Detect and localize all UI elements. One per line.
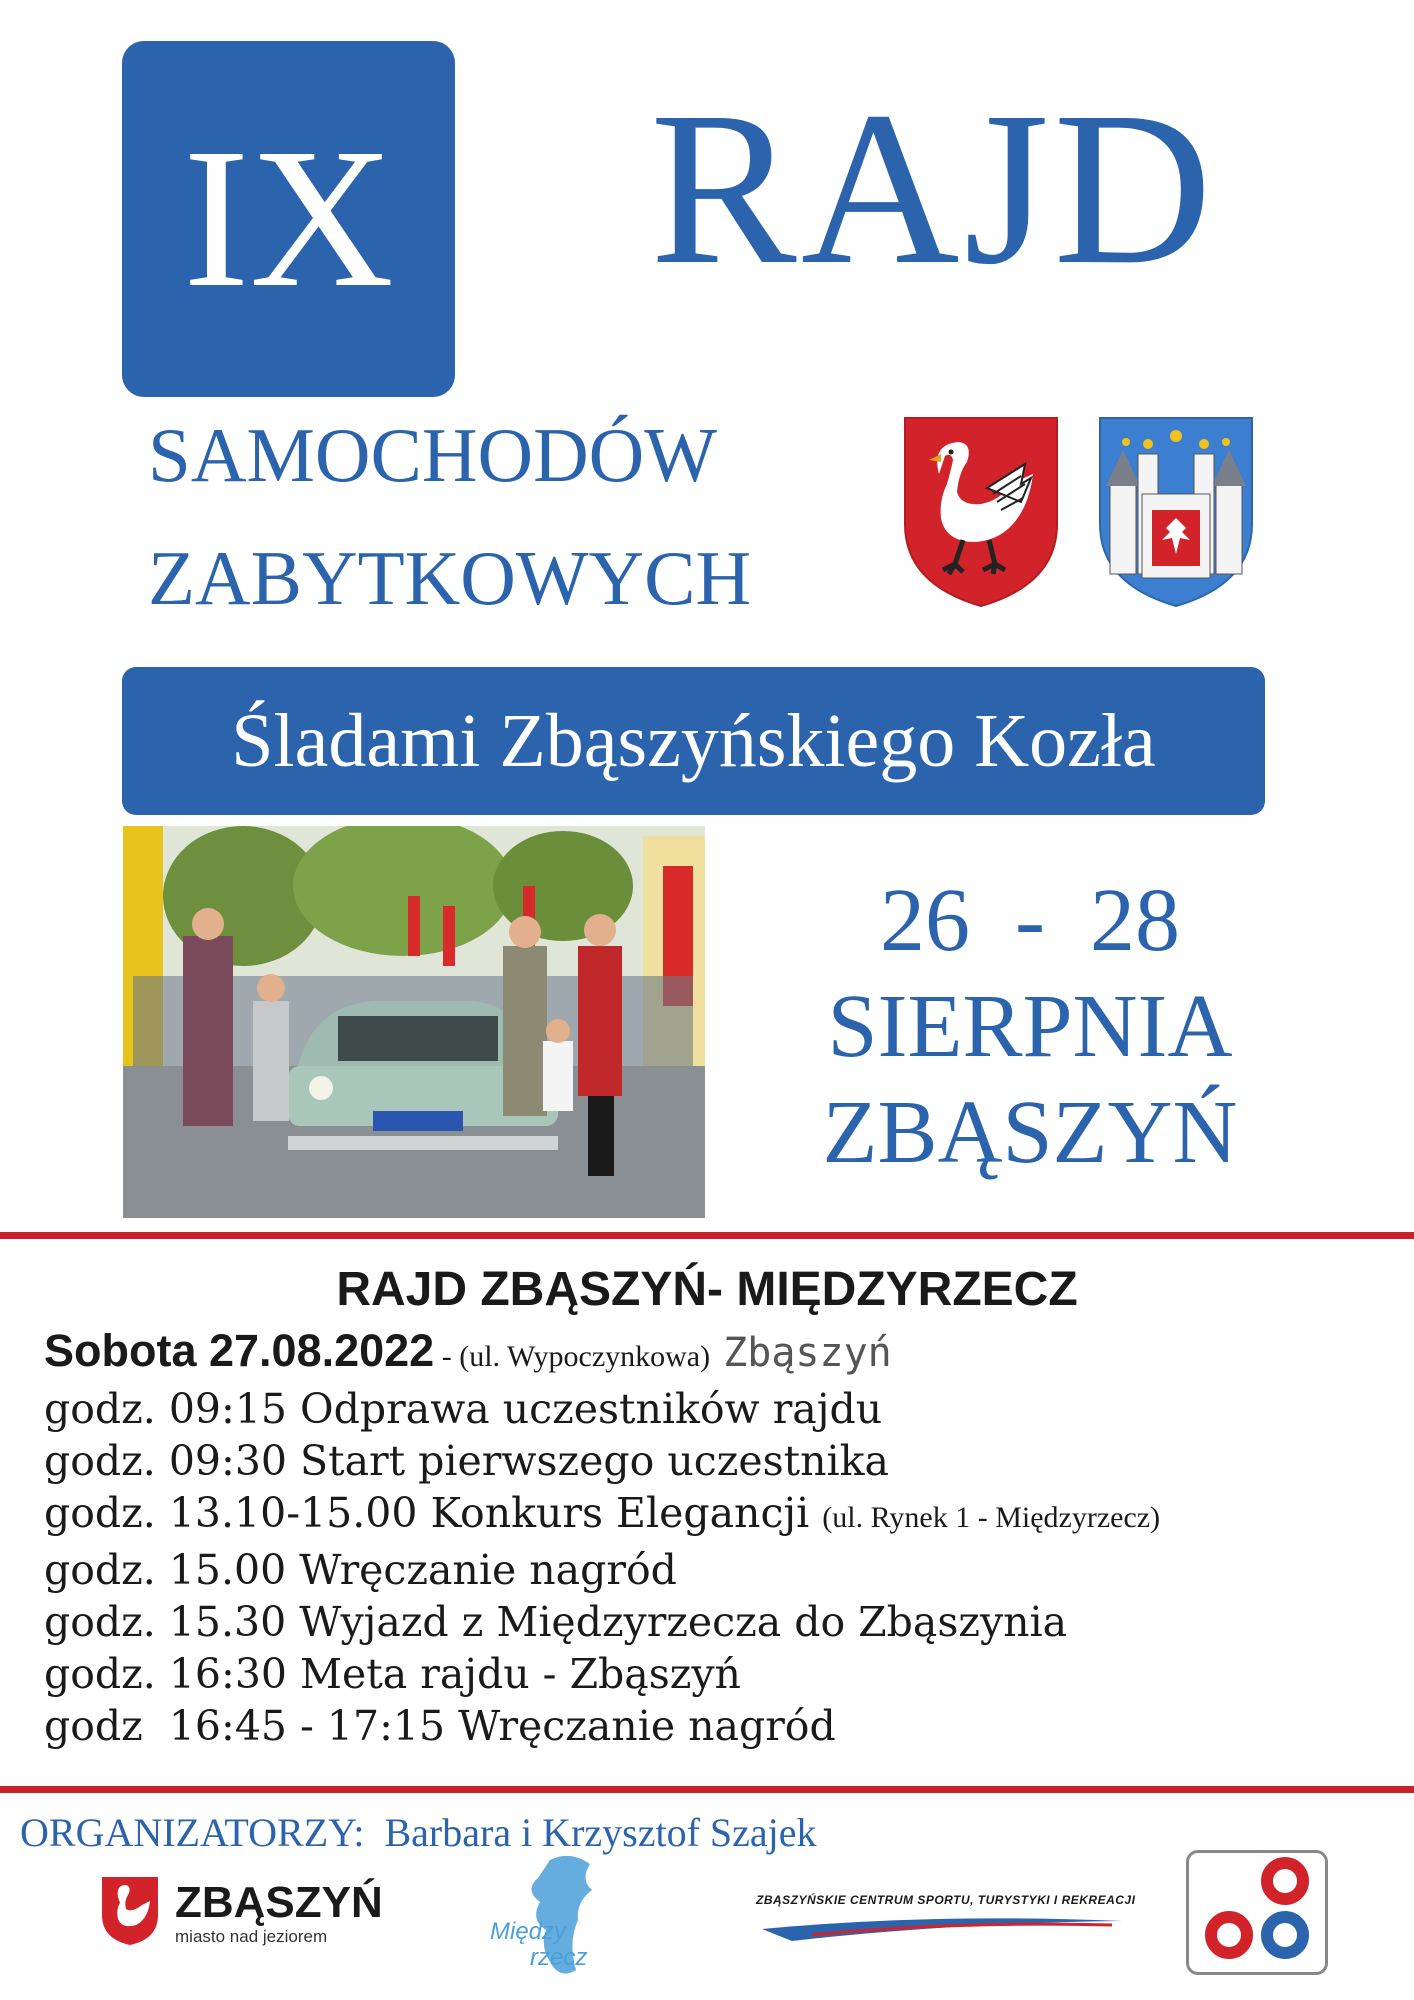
divider-bottom [0,1786,1414,1793]
date-month: SIERPNIA [827,977,1233,1076]
divider-top [0,1232,1414,1239]
edition-badge [122,41,455,397]
tagline-banner [122,667,1265,815]
event-photo [123,826,705,1218]
date-range: 26 - 28 [880,871,1180,970]
date-place: ZBĄSZYŃ [822,1083,1238,1182]
schedule-item [44,1648,1404,1700]
zbaszyn-logo-name: ZBĄSZYŃ [175,1878,383,1927]
schedule-text: Odprawa uczestników rajdu [300,1385,883,1433]
rings-logo-icon [1186,1850,1328,1975]
schedule-text: Wyjazd z Międzyrzecza do Zbąszynia [299,1598,1068,1646]
swan-crest-icon [901,414,1061,610]
zcs-logo [752,1885,1136,1945]
organizers [20,1806,817,1860]
schedule-time: godz. 13.10-15.00 [44,1489,418,1537]
zcs-logo-text: ZBĄSZYŃSKIE CENTRUM SPORTU, TURYSTYKI I REKREACJI [756,1893,1136,1907]
tagline-text: Śladami Zbąszyńskiego Kozła [231,699,1156,783]
organizers-names: Barbara i Krzysztof Szajek [384,1810,817,1855]
schedule-text: Wręczanie nagród [299,1546,677,1594]
schedule-day-place: (ul. Wypoczynkowa) [459,1340,711,1373]
miedzyrzecz-logo-line1: Między [490,1918,567,1945]
zbaszyn-logo-subtitle: miasto nad jeziorem [175,1927,328,1946]
schedule-text: Wręczanie nagród [458,1702,836,1750]
schedule-time: godz 16:45 - 17:15 [44,1702,446,1750]
schedule-item [44,1383,1404,1435]
schedule-day-sep: - [434,1340,460,1373]
event-dates [760,868,1300,1186]
schedule-time: godz. 15.30 [44,1598,287,1646]
schedule-item [44,1487,1404,1544]
schedule-note: (ul. Rynek 1 - Międzyrzecz) [822,1501,1161,1534]
schedule-time: godz. 09:15 [44,1385,287,1433]
page-title: RAJD [650,66,1217,310]
schedule-list [44,1325,1404,1752]
subtitle-line-1: SAMOCHODÓW [148,412,717,498]
schedule-item [44,1435,1404,1487]
organizers-label: ORGANIZATORZY: [20,1810,365,1855]
zbaszyn-logo [100,1875,420,1955]
schedule-day-row [44,1325,1404,1383]
schedule-day-label: Sobota 27.08.2022 [44,1325,435,1376]
schedule-item [44,1596,1404,1648]
miedzyrzecz-logo [480,1850,650,1990]
subtitle-line-2: ZABYTKOWYCH [148,535,752,621]
swoosh-icon [752,1909,1132,1945]
castle-crest-icon [1096,414,1256,610]
swan-crest-small-icon [100,1875,160,1947]
schedule-time: godz. 16:30 [44,1650,287,1698]
schedule-time: godz. 09:30 [44,1437,287,1485]
schedule-item [44,1700,1404,1752]
schedule-text: Konkurs Elegancji [430,1489,810,1537]
edition-number: IX [182,108,395,329]
schedule-day-town: Zbąszyń [723,1330,892,1376]
schedule-text: Meta rajdu - Zbąszyń [300,1650,741,1698]
schedule-item [44,1544,1404,1596]
schedule-time: godz. 15.00 [44,1546,287,1594]
miedzyrzecz-logo-line2: rzecz [530,1944,588,1971]
schedule-title: RAJD ZBĄSZYŃ- MIĘDZYRZECZ [336,1263,1078,1316]
schedule-text: Start pierwszego uczestnika [300,1437,889,1485]
